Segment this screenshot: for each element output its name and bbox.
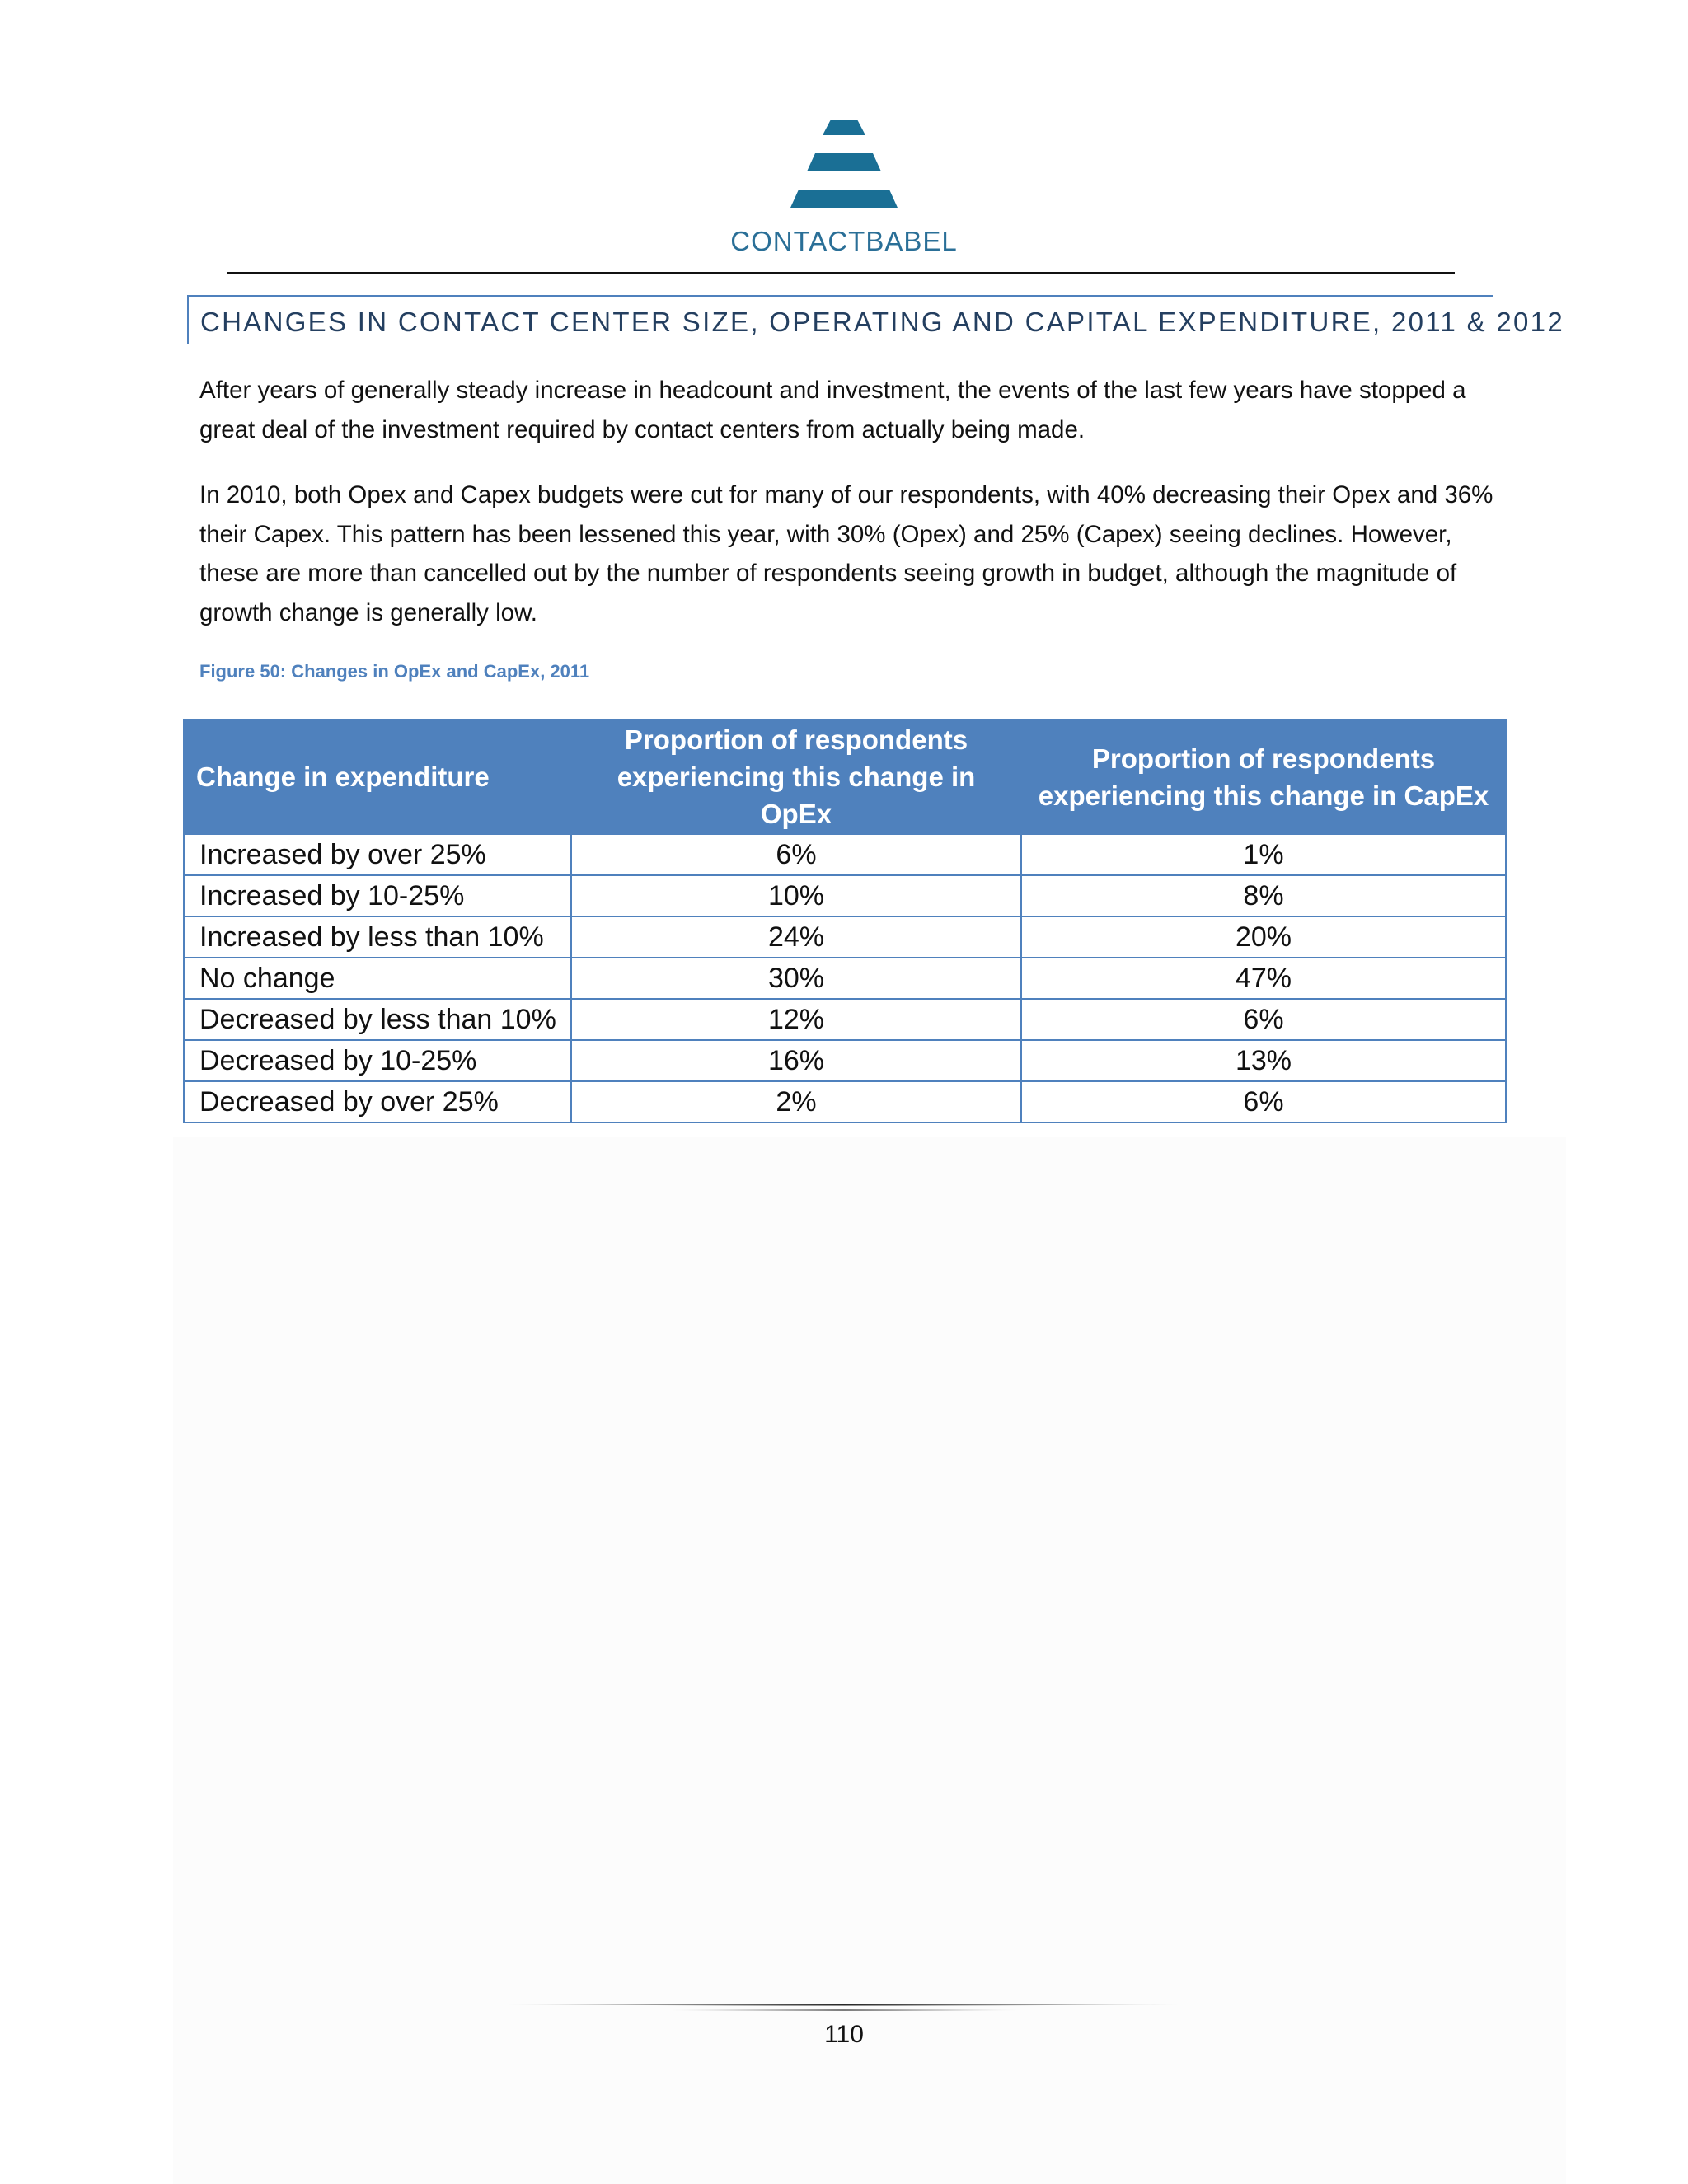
header-opex: Proportion of respondents experiencing this change in OpEx <box>571 719 1021 834</box>
footer-rule <box>0 2003 1688 2014</box>
opex-value: 6% <box>571 834 1021 875</box>
header-capex: Proportion of respondents experiencing this change in CapEx <box>1021 719 1506 834</box>
contactbabel-logo <box>0 115 1688 257</box>
table-row <box>184 916 1506 958</box>
opex-value: 2% <box>571 1081 1021 1122</box>
table-row <box>184 958 1506 999</box>
pyramid-logo-icon <box>762 115 926 214</box>
header-rule <box>227 272 1455 274</box>
page-number: 110 <box>824 2021 864 2048</box>
paragraph-2: In 2010, both Opex and Capex budgets were cut for many of our respondents, with 40% decreasing their Opex and 36% their Capex. This pattern has been lessened this year, with 30% (Opex) and 25% (Capex) seeing declines. However, these are more than cancelled out by the number of respondents seeing growth in budget, although the magnitude of growth change is generally low. <box>199 481 1493 626</box>
row-label: Decreased by less than 10% <box>184 999 571 1040</box>
capex-value: 20% <box>1021 916 1506 958</box>
row-label: Increased by 10-25% <box>184 875 571 916</box>
logo-wordmark: CONTACTBABEL <box>730 226 958 256</box>
opex-value: 16% <box>571 1040 1021 1081</box>
table-row <box>184 1081 1506 1122</box>
figure-caption: Figure 50: Changes in OpEx and CapEx, 2011 <box>199 661 590 682</box>
opex-value: 30% <box>571 958 1021 999</box>
capex-value: 6% <box>1021 1081 1506 1122</box>
row-label: Increased by less than 10% <box>184 916 571 958</box>
capex-value: 13% <box>1021 1040 1506 1081</box>
row-label: Decreased by 10-25% <box>184 1040 571 1081</box>
opex-value: 10% <box>571 875 1021 916</box>
expenditure-table <box>183 719 1507 1123</box>
opex-value: 12% <box>571 999 1021 1040</box>
row-label: Decreased by over 25% <box>184 1081 571 1122</box>
capex-value: 47% <box>1021 958 1506 999</box>
capex-value: 1% <box>1021 834 1506 875</box>
paragraph-1: After years of generally steady increase in headcount and investment, the events of the last few years have stopped a great deal of the investment required by contact centers from actually being made. <box>199 377 1466 443</box>
capex-value: 6% <box>1021 999 1506 1040</box>
row-label: Increased by over 25% <box>184 834 571 875</box>
section-heading: CHANGES IN CONTACT CENTER SIZE, OPERATING AND CAPITAL EXPENDITURE, 2011 & 2012 <box>187 295 1493 344</box>
footer-swoosh-icon <box>498 2003 1190 2014</box>
table-row <box>184 834 1506 875</box>
row-label: No change <box>184 958 571 999</box>
opex-value: 24% <box>571 916 1021 958</box>
table-header-row <box>184 719 1506 834</box>
table-row <box>184 999 1506 1040</box>
table-row <box>184 875 1506 916</box>
header-change: Change in expenditure <box>184 719 571 834</box>
capex-value: 8% <box>1021 875 1506 916</box>
table-row <box>184 1040 1506 1081</box>
